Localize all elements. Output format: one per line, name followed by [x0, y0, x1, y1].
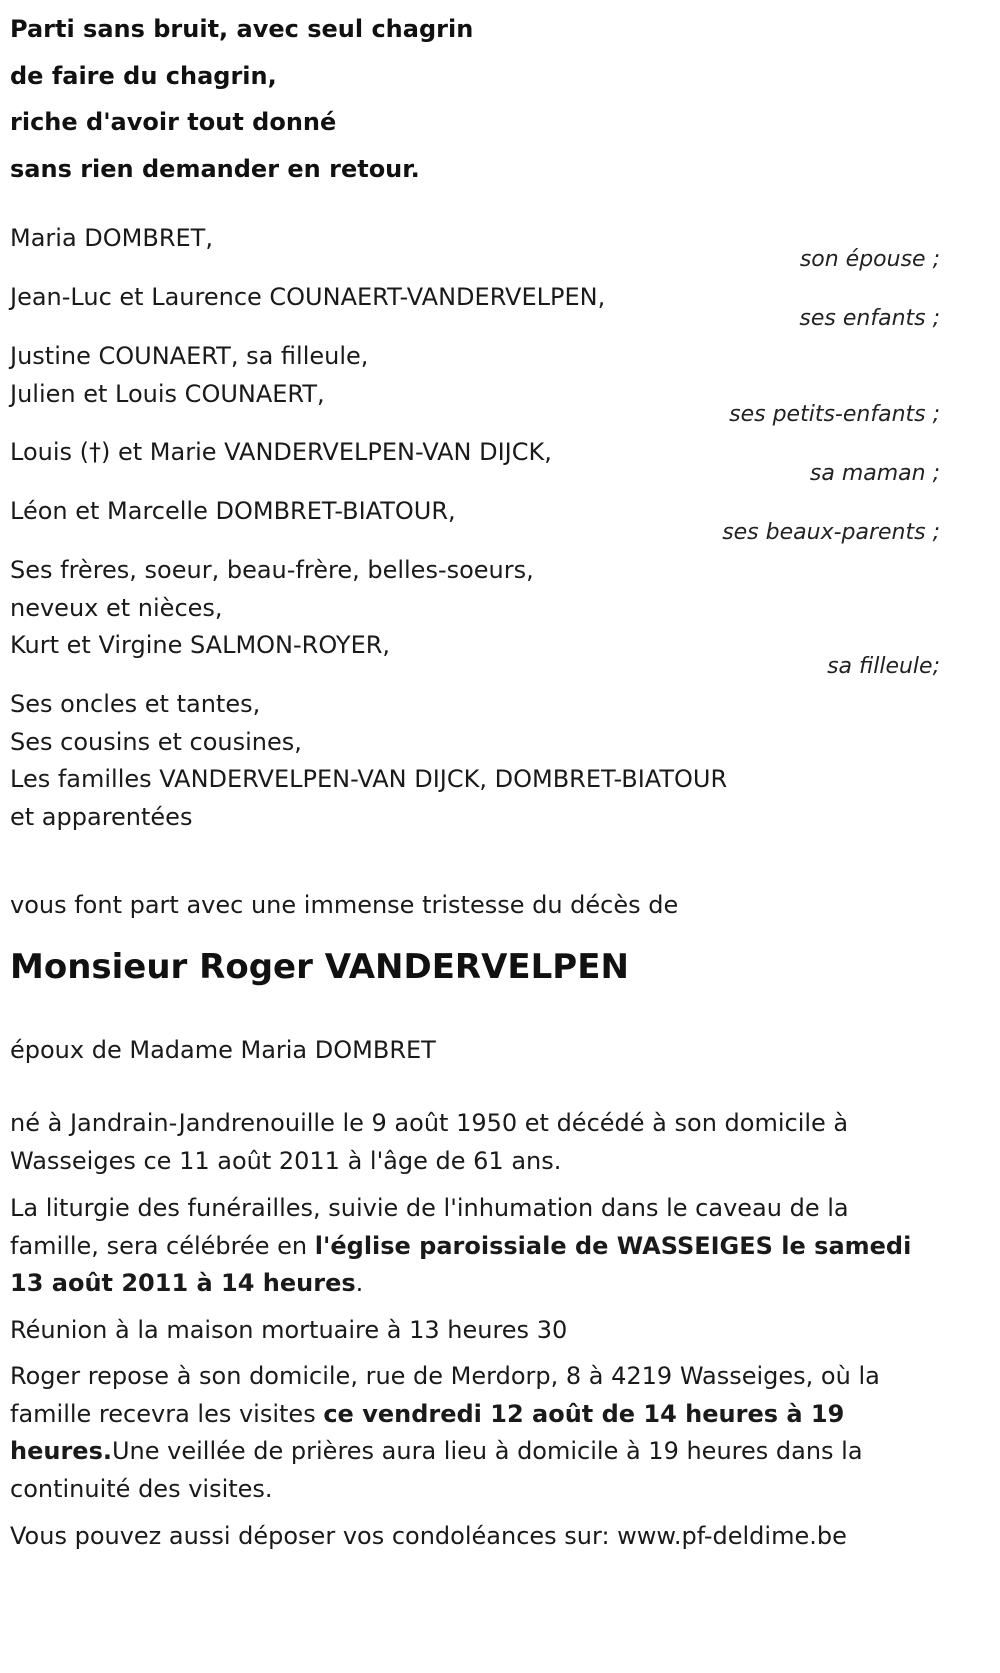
- family-name: Ses oncles et tantes,: [10, 690, 261, 718]
- family-name: Justine COUNAERT, sa filleule,: [10, 342, 369, 370]
- poem-line: de faire du chagrin,: [10, 61, 277, 90]
- family-role: ses petits-enfants ;: [729, 402, 940, 427]
- family-name: Jean-Luc et Laurence COUNAERT-VANDERVELPEN,: [10, 283, 606, 311]
- visits-text-end: Une veillée de prières aura lieu à domicile à 19 heures dans la continuité des visites.: [10, 1437, 863, 1503]
- poem-line: sans rien demander en retour.: [10, 154, 420, 183]
- visits-date: ce vendredi 12 août de 14 heures à 19 heures.: [10, 1399, 845, 1465]
- birth-death-paragraph: né à Jandrain-Jandrenouille le 9 août 1950 et décédé à son domicile à Wasseiges ce 11 août 2011 à l'âge de 61 ans.: [10, 1109, 849, 1175]
- family-role: son épouse ;: [799, 247, 940, 272]
- funeral-text: La liturgie des funérailles, suivie de l'inhumation dans le caveau de la famille, sera célébrée en: [10, 1194, 849, 1260]
- family-role: sa filleule;: [827, 654, 940, 679]
- family-name: Kurt et Virgine SALMON-ROYER,: [10, 631, 391, 659]
- visits-paragraph: [10, 1358, 930, 1508]
- family-name: Julien et Louis COUNAERT,: [10, 379, 325, 408]
- family-role: ses beaux-parents ;: [722, 520, 940, 545]
- family-entry-relatives: [10, 686, 930, 836]
- family-entry-mother: [10, 434, 930, 472]
- family-name: Ses frères, soeur, beau-frère, belles-soeurs,: [10, 556, 534, 584]
- family-entry-siblings: [10, 552, 930, 665]
- family-name: neveux et nièces,: [10, 593, 223, 622]
- family-name: Maria DOMBRET,: [10, 224, 213, 252]
- family-role: ses enfants ;: [799, 306, 940, 331]
- family-entry-children: [10, 279, 930, 317]
- meeting-paragraph: Réunion à la maison mortuaire à 13 heures 30: [10, 1316, 568, 1344]
- visits-text: Roger repose à son domicile, rue de Merdorp, 8 à 4219 Wasseiges, où la famille recevra les visites: [10, 1362, 880, 1428]
- funeral-paragraph: [10, 1190, 930, 1303]
- funeral-text-end: .: [355, 1269, 364, 1297]
- family-name: Léon et Marcelle DOMBRET-BIATOUR,: [10, 497, 456, 525]
- poem-line: Parti sans bruit, avec seul chagrin: [10, 15, 474, 43]
- condolences-paragraph: Vous pouvez aussi déposer vos condoléances sur: www.pf-deldime.be: [10, 1522, 847, 1550]
- poem: [10, 6, 473, 192]
- family-entry-spouse: [10, 220, 930, 258]
- family-name: Louis (†) et Marie VANDERVELPEN-VAN DIJCK,: [10, 438, 552, 466]
- family-role: sa maman ;: [809, 461, 940, 486]
- funeral-location-date: l'église paroissiale de WASSEIGES le samedi 13 août 2011 à 14 heures: [10, 1231, 912, 1297]
- family-name: Ses cousins et cousines,: [10, 727, 302, 756]
- family-name: Les familles VANDERVELPEN-VAN DIJCK, DOMBRET-BIATOUR: [10, 765, 728, 793]
- spouse-line: époux de Madame Maria DOMBRET: [10, 1036, 436, 1064]
- family-name: et apparentées: [10, 802, 193, 831]
- announcement-intro: vous font part avec une immense tristesse du décès de: [10, 891, 679, 919]
- poem-line: riche d'avoir tout donné: [10, 108, 337, 136]
- deceased-name: Monsieur Roger VANDERVELPEN: [10, 947, 629, 987]
